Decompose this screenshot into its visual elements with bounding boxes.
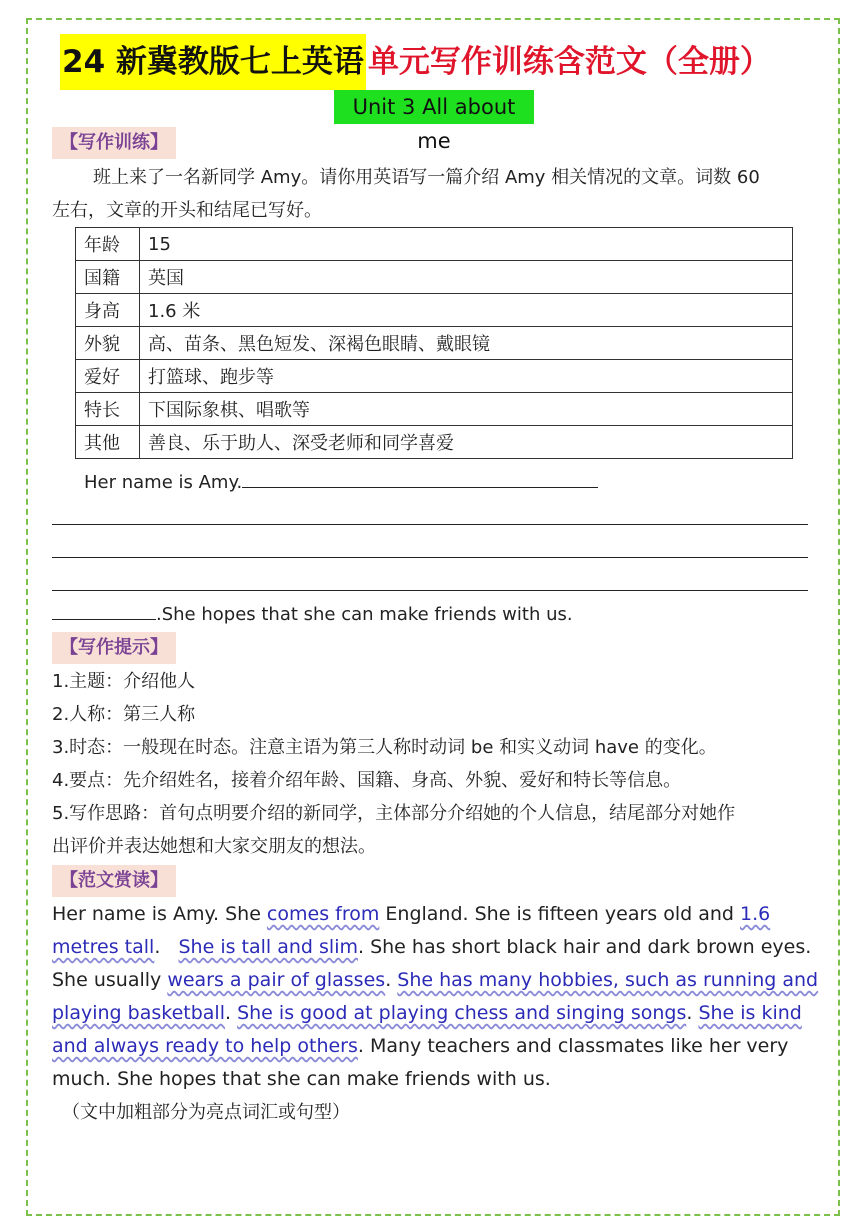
table-value: 15 — [140, 228, 793, 261]
essay-text: . — [154, 936, 179, 958]
tip-item: 5.写作思路：首句点明要介绍的新同学，主体部分介绍她的个人信息，结尾部分对她作 — [52, 803, 736, 824]
essay-highlight: She has many hobbies, such as running and playing basketball — [52, 969, 819, 1024]
table-value: 善良、乐于助人、深受老师和同学喜爱 — [140, 426, 793, 459]
writing-start — [84, 466, 598, 499]
tip-item: 1.主题：介绍他人 — [52, 671, 196, 692]
table-value: 打篮球、跑步等 — [140, 360, 793, 393]
tips-tag: 【写作提示】 — [52, 632, 176, 664]
essay-highlight: She is tall and slim — [178, 936, 358, 958]
tip-item: 2.人称：第三人称 — [52, 704, 196, 725]
table-value: 高、苗条、黑色短发、深褐色眼睛、戴眼镜 — [140, 327, 793, 360]
essay-highlight: 1.6 metres tall — [52, 903, 771, 958]
table-row — [76, 360, 793, 393]
table-value: 下国际象棋、唱歌等 — [140, 393, 793, 426]
task-line-1: 班上来了一名新同学 Amy。请你用英语写一篇介绍 Amy 相关情况的文章。词数 60 — [93, 167, 760, 188]
essay-highlight: She is good at playing chess and singing songs — [237, 1002, 687, 1024]
title-highlight: 24 新冀教版七上英语 — [60, 34, 366, 90]
task-tag: 【写作训练】 — [52, 127, 176, 159]
answer-line[interactable] — [52, 590, 808, 591]
table-row — [76, 426, 793, 459]
title-red: 单元写作训练含范文（全册） — [367, 44, 771, 80]
task-line-2: 左右，文章的开头和结尾已写好。 — [52, 200, 322, 221]
essay-note: （文中加粗部分为亮点词汇或句型） — [62, 1102, 350, 1123]
essay-highlight: comes from — [266, 903, 380, 925]
essay-text: . — [686, 1002, 699, 1024]
table-row — [76, 228, 793, 261]
table-value: 英国 — [140, 261, 793, 294]
table-key: 外貌 — [76, 327, 140, 360]
table-key: 爱好 — [76, 360, 140, 393]
essay-text: . She has short black hair and dark brown eyes. She usually — [52, 936, 812, 991]
writing-end — [52, 598, 573, 631]
sample-essay — [52, 898, 822, 1129]
table-row — [76, 294, 793, 327]
tip-item: 4.要点：先介绍姓名，接着介绍年龄、国籍、身高、外貌、爱好和特长等信息。 — [52, 770, 682, 791]
essay-text: . — [224, 1002, 238, 1024]
essay-paragraph — [52, 898, 822, 1096]
answer-line[interactable] — [52, 524, 808, 525]
essay-highlight: wears a pair of glasses — [167, 969, 386, 991]
essay-text: Her name is Amy. She — [52, 903, 267, 925]
page-title — [60, 36, 771, 88]
table-row — [76, 261, 793, 294]
writing-end-text: .She hopes that she can make friends with us. — [156, 604, 573, 625]
essay-highlight: She is kind and always ready to help others — [52, 1002, 802, 1057]
answer-blank[interactable] — [52, 599, 156, 620]
answer-blank[interactable] — [242, 467, 598, 488]
table-row — [76, 327, 793, 360]
tip-item: 3.时态：一般现在时态。注意主语为第三人称时动词 be 和实义动词 have 的变化。 — [52, 737, 717, 758]
table-key: 身高 — [76, 294, 140, 327]
essay-text: . — [385, 969, 398, 991]
answer-line[interactable] — [52, 557, 808, 558]
info-table — [75, 227, 793, 459]
table-key: 年龄 — [76, 228, 140, 261]
essay-text: . Many teachers and classmates like her very much. She hopes that she can make friends with us. — [52, 1035, 789, 1090]
sample-tag: 【范文赏读】 — [52, 865, 176, 897]
tip-item: 出评价并表达她想和大家交朋友的想法。 — [52, 836, 376, 857]
essay-text: England. She is fifteen years old and — [379, 903, 741, 925]
table-row — [76, 393, 793, 426]
table-key: 国籍 — [76, 261, 140, 294]
writing-start-text: Her name is Amy. — [84, 472, 243, 493]
table-key: 其他 — [76, 426, 140, 459]
unit-label: Unit 3 All about me — [334, 90, 534, 124]
table-value: 1.6 米 — [140, 294, 793, 327]
table-key: 特长 — [76, 393, 140, 426]
